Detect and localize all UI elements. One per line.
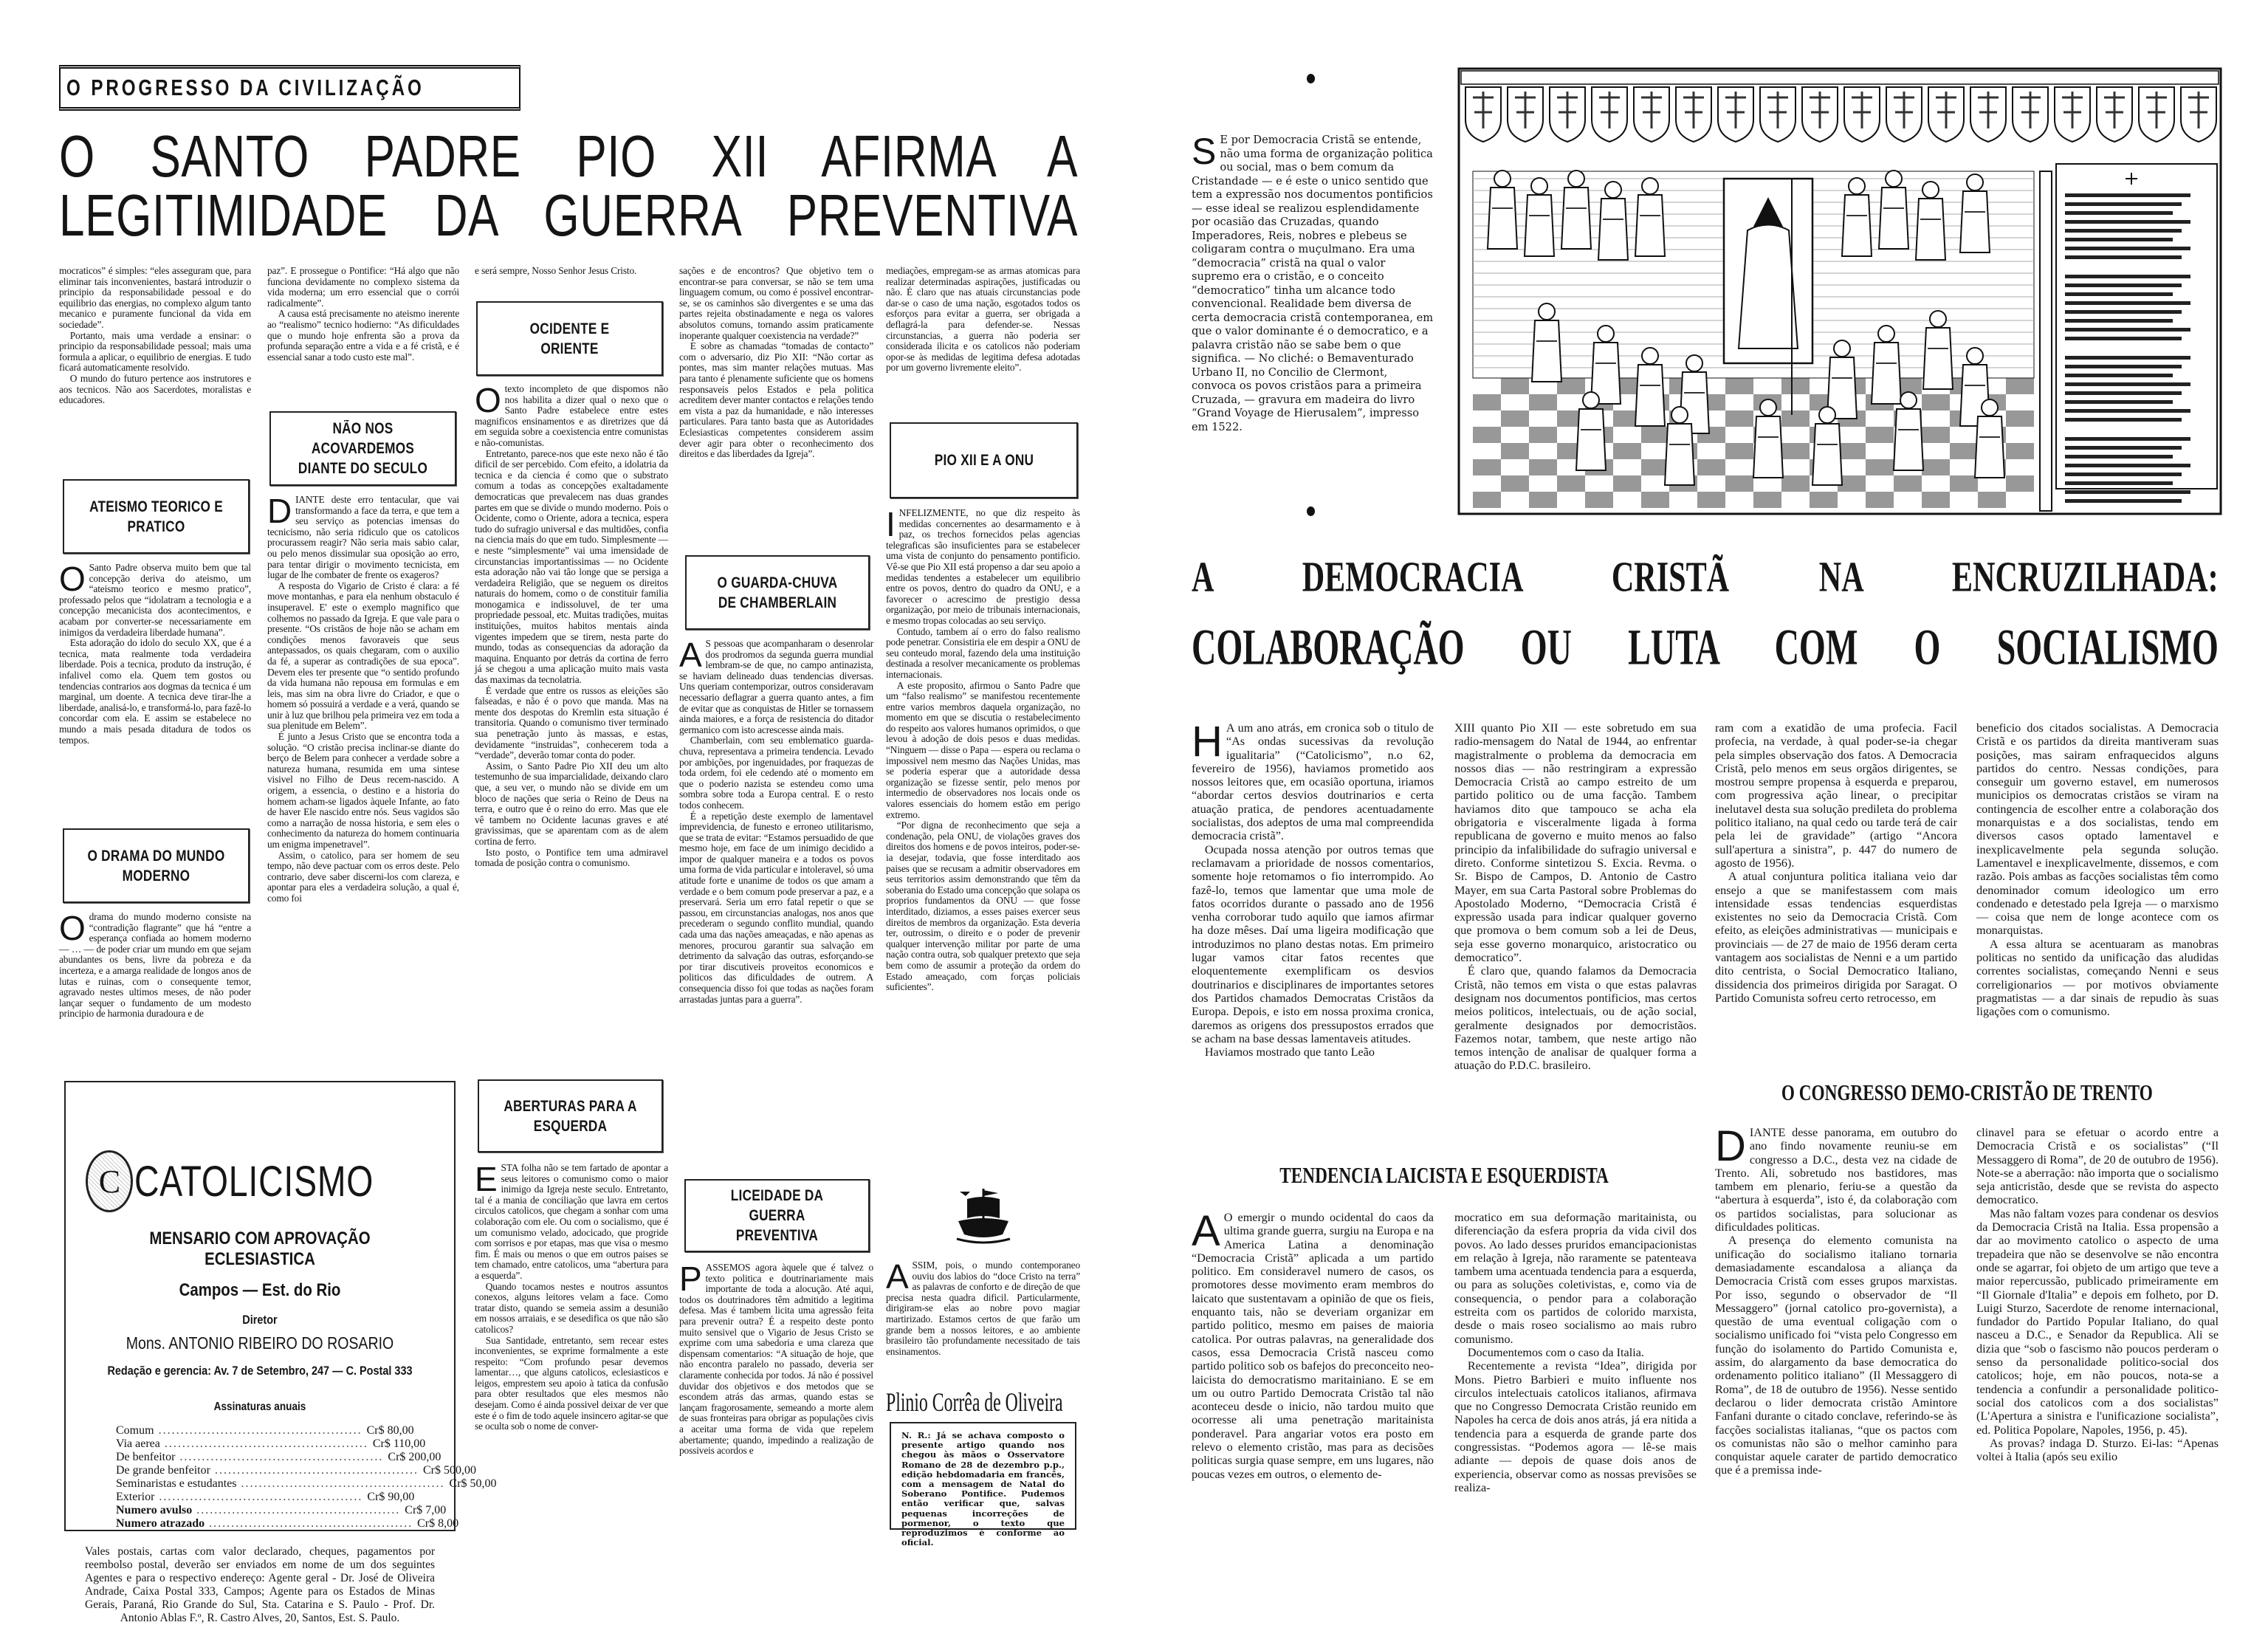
director-label: Diretor — [242, 1313, 278, 1327]
floor-tile — [1866, 492, 1894, 508]
price-value: Cr$ 8,00 — [417, 1517, 459, 1530]
paragraph: Entretanto, parece-nos que este nexo não é tão dificil de ser percebido. Com efeito, a idolatria da tecnica e da ciencia é como que o substrato comum a todas as concepções exaltadamente democraticas que prevalecem nas duas grandes partes em que se divide o mundo moderno. Pois o Ocidente, como o Oriente, adora a tecnica, espera tudo do sufragio universal e das multidões, confia na ciencia mais do que em tudo. Simplesmente — e neste “simplesmente” vai uma imensidade de circunstancias importantissimas — no Ocidente esta adoração não vai tão longe que se persiga a verdadeira Religião, que se neguem os direitos naturais do homem, como o de constituir familia monogamica e indissoluvel, de ter uma propriedade pessoal, etc. Muitas tradições, muitas instituições, muitos habitos mentais ainda vigentes impedem que se tirem, nesta parte do mundo, todas as consequencias da adoração da maquina. Enquanto por detrás da cortina de ferro já se chegou a uma aplicação muito mais vasta das maximas da tecnolatria. — [475, 447, 668, 686]
figure-head — [1760, 399, 1776, 416]
figure-body — [1894, 409, 1923, 470]
woodcut-illustration — [1458, 68, 2221, 515]
paragraph: mediações, empregam-se as armas atomicas para realizar determinadas aspirações, justificadas ou não. É claro que nas atuais circunstancias pode dar-se o caso de uma nação, esgotados todos os esforços para evitar a guerra, ser obrigada a deflagrá-la para defender-se. Nessas circunstancias, a guerra não poderia ser considerada ilicita e os catolicos não poderiam opor-se às medidas de legitima defesa adotadas por um governo livremente eleito”. — [886, 265, 1080, 374]
section-heading-box — [63, 479, 250, 554]
section-heading: O GUARDA-CHUVA DE CHAMBERLAIN — [717, 574, 838, 611]
floor-tile — [1894, 475, 1922, 492]
verse-line — [2065, 284, 2182, 287]
figure-body — [1872, 343, 1901, 404]
caravel-ship-icon — [952, 1186, 1014, 1245]
verse-line — [2065, 238, 2173, 241]
floor-tile — [1473, 394, 1501, 410]
verse-line — [2065, 211, 2173, 215]
verse-line — [2065, 391, 2182, 395]
section-heading-box — [478, 1079, 663, 1152]
verse-line — [2065, 247, 2190, 250]
paragraph: Quando tocamos nestes e noutros assuntos conexos, alguns leitores velam a face. Como tratar disto, quando se semeia assim a desunião em nossos arraiais, e se desedifica os que não são catolicos? — [475, 1280, 668, 1335]
figure-body — [1488, 188, 1517, 249]
figure-head — [1605, 182, 1621, 198]
kicker-text: O PROGRESSO DA CIVILIZAÇÃO — [66, 75, 425, 100]
paragraph: sações e de encontros? Que objetivo tem o encontrar-se para conversar, se não se tem uma linguagem comum, ou como é possivel encontrar-se, se os caminhos são divergentes e se uma das partes rejeita obstinadamente e nega os valores absolutos comuns, tornando assim praticamente inoperante qualquer coexistencia na verdade?” — [679, 265, 873, 341]
floor-tile — [1838, 443, 1866, 459]
figure-head — [1494, 171, 1511, 187]
price-label: Comum — [116, 1424, 154, 1437]
paragraph: OSanto Padre observa muito bem que tal concepção deriva do ateismo, um “ateismo teorico e mesmo pratico”, professado pelos que “idolatram a tecnologia e a concepção mecanicista dos acontecimentos, e acabam por converter-se necessariamente em inimigos da verdadeira liberdade humana”. — [59, 560, 251, 638]
paragraph: clinavel para se efetuar o acordo entre a Democracia Cristã e os socialistas” (“Il Messaggero di Roma”, de 20 de outubro de 1956). Note-se a aberração: não importa que o socialismo seja anticristão, desde que se revista do aspecto democratico. — [1976, 1126, 2219, 1207]
floor-tile — [1697, 492, 1725, 508]
paragraph: mocratico em sua deformação maritainista, ou diferenciação da esfera propria da vida civil dos povos. Ao lado desses pruridos emancipacionistas em relação à Igreja, não raramente se patenteava tambem uma acentuada tendencia para a esquerda, ou para as soluções coletivistas, e, como via de consequencia, o pendor para a colaboração estreita com os partidos de colorido marxista, desde o mais roseo socialismo ao mais rubro comunismo. — [1454, 1211, 1697, 1346]
article-column — [886, 505, 1080, 1176]
floor-tile — [1978, 492, 2006, 508]
paragraph: ram com a exatidão de uma profecia. Facil profecia, na verdade, à qual poder-se-ia chegar pela simples observação dos fatos. A Democracia Cristã, pelo menos em seus orgãos dirigentes, se mostrou sempre propensa à esquerda e preparou, com progressiva ação linear, o precipitar inelutavel desta sua solução predileta do problema politico italiano, na qual cedo ou tarde terá de cair pela lei de gravidade” (artigo “Ancora sull'apertura a sinistra”, p. 447 do numero de agosto de 1956). — [1715, 721, 1957, 870]
paragraph: As provas? indaga D. Sturzo. Ei-las: “Apenas voltei à Italia (após seu exilio — [1976, 1436, 2219, 1464]
figure-body — [1812, 424, 1842, 485]
section-heading-box — [269, 411, 456, 486]
floor-tile — [1922, 394, 1950, 410]
paragraph: AS pessoas que acompanharam o desenrolar dos prodromos da segunda guerra mundial lembram-se de que, no campo antinazista, se haviam delineado duas tendencias diversas. Uns queriam contemporizar, outros consideravam necessario deflagrar a guerra quanto antes, a fim de evitar que as conquistas de Hitler se tornassem ainda maiores, e a força de resistencia do ditador germanico com isto acrescesse ainda mais. — [679, 636, 873, 735]
editor-note-box — [890, 1422, 1076, 1548]
paragraph: Portanto, mais uma verdade a ensinar: o principio da responsabilidade pessoal; mais uma formula a aplicar, o equilibrio de energias. E tudo ficará automaticamente resolvido. — [59, 329, 251, 374]
paragraph: Assim, o catolico, para ser homem de seu tempo, não deve pactuar com os erros deste. Pelo contrario, deve saber discerni-los com clareza, e apontar para eles a verdadeira solução, a qual é, como foi — [267, 849, 459, 904]
floor-tile — [1753, 492, 1781, 508]
verse-line — [2065, 464, 2190, 467]
verse-line — [2065, 455, 2173, 458]
floor-tile — [2006, 410, 2034, 427]
floor-tile — [1866, 427, 1894, 443]
paragraph: A este proposito, afirmou o Santo Padre que um “falso realismo” se manifestou recentemente entre varios membros daquela organização, no momento em que se discutia o restabelecimento do respeito aos valores humanos oprimidos, o que levou à adoção de dois pesos e duas medidas. “Ninguem — disse o Papa — espera ou reclama o impossivel nem mesmo das Nações Unidas, mas se poderia esperar que a autoridade dessa organização se fizesse sentir, pelo menos por intermedio de observadores nos locais onde os valores essenciais do homem estão em perigo extremo. — [886, 679, 1080, 820]
author-name: Plinio Corrêa de Oliveira — [886, 1387, 1063, 1417]
floor-tile — [1922, 459, 1950, 475]
section-heading-box — [890, 422, 1078, 498]
price-row: Numero atrazado .............................................. Cr$ 8,00 — [116, 1517, 459, 1530]
article-column — [1454, 1211, 1697, 1537]
figure-head — [1930, 311, 1946, 327]
figure-head — [1967, 348, 1983, 364]
figure-head — [1967, 174, 1983, 190]
article-column — [59, 266, 251, 473]
verse-line — [2065, 481, 2173, 485]
price-label: Exterior — [116, 1491, 155, 1503]
article-column — [1715, 721, 1957, 1068]
masthead-place: Campos — Est. do Rio — [179, 1280, 341, 1300]
floor-tile — [2006, 443, 2034, 459]
paragraph: Isto posto, o Pontifice tem uma admiravel tomada de posição contra o comunismo. — [475, 846, 668, 869]
figure-body — [1532, 320, 1561, 382]
article-column — [1715, 1122, 1957, 1537]
paragraph: É a repetição deste exemplo de lamentavel imprevidencia, de funesto e erroneo utilitarismo, que se trata de evitar: “Estamos persuadido de que mesmo hoje, em face de um inimigo decidido a impor de qualquer maneira e a todos os povos uma forma de vida particular e intoleravel, só uma atitude forte e unanime de todos os que amam a verdade e o bem comum pode preservar a paz, e a preservará. Seria um erro fatal repetir o que se passou, em circunstancias analogas, nos anos que precederam o segundo conflito mundial, quando cada uma das nações ameaçadas, e não apenas as menores, procurou garantir sua salvação em detrimento da salvação das outras, esforçando-se por tirar discutiveis proveitos economicos e politicos das dificuldades de outrem. A consequencia disso foi que todas as nações foram arrastadas juntas para a guerra”. — [679, 810, 873, 1005]
floor-tile — [1866, 459, 1894, 475]
price-row: Via aerea .............................................. Cr$ 110,00 — [116, 1437, 426, 1450]
figure-body — [1975, 416, 2004, 478]
floor-tile — [1473, 427, 1501, 443]
paragraph: PASSEMOS agora àquele que é talvez o texto politica e doutrinariamente mais importante de toda a alocução. Até aqui, todos os doutrinadores têm admitido a legitima defesa. Mas é tambem licita uma agressão feita para prevenir outra? É a respeito deste ponto muito sensivel que o Vigario de Jesus Cristo se exprime com uma sabedoria e uma clareza que dispensam comentarios: “A situação de hoje, que não encontra paralelo no passado, deveria ser claramente conhecida por todos. Já não é possivel duvidar dos objetivos e dos metodos que se escondem atrás das armas, quando estas se lançam fragorosamente, semeando a morte alem de suas fronteiras para obrigar as populações civis a aceitar uma forma de vida que repelem abertamente; quando, impedindo a realização de possiveis acordos e — [679, 1260, 873, 1457]
subheading — [1192, 1162, 1697, 1189]
masthead-tagline: MENSARIO COM APROVAÇÃO ECLESIASTICA — [149, 1229, 371, 1269]
paragraph: e será sempre, Nosso Senhor Jesus Cristo. — [475, 265, 637, 276]
editor-note: N. R.: Já se achava composto o presente artigo quando nos chegou às mãos o Osservatore Romano de 28 de dezembro p.p., edição hebdomadaria em francês, com a mensagem de Natal do Soberano Pontifice. Pudemos então verificar que, salvas pequenas incorreções de pormenor, o texto que reproduzimos é conforme ao oficial. — [901, 1430, 1065, 1548]
price-value: Cr$ 500,00 — [422, 1464, 476, 1477]
paragraph: Otexto incompleto de que dispomos não nos habilita a dizer qual o nexo que o Santo Padre estabelece entre estes magnificos ensinamentos e as diretrizes que dá em seguida sobre a coexistencia entre comunistas e não-comunistas. — [475, 381, 668, 448]
figure-head — [1819, 407, 1835, 423]
verse-line — [2065, 356, 2190, 360]
price-value: Cr$ 80,00 — [366, 1424, 414, 1437]
figure-body — [1753, 416, 1783, 478]
verse-line — [2065, 446, 2182, 450]
floor-tile — [1529, 427, 1557, 443]
price-value: Cr$ 7,00 — [405, 1504, 447, 1516]
article-column — [1454, 721, 1697, 1162]
paragraph: AO emergir o mundo ocidental do caos da ultima grande guerra, surgiu na Europa e na America Latina a denominação “Democracia Cristã” aplicada a um partido politico. Em consideravel numero de casos, os promotores desse movimento eram membros do laicato que sustentavam a opinião de que os fieis, enquanto tais, não se deveriam organizar em partido politico, mesmo em paises de maioria catolica. Por outras palavras, na generalidade dos casos, essa Democracia Cristã nasceu como partido politico sob os bafejos do preconceito neo-laicista do democratismo maritainiano. E se em um ou outro Partido Democrata Cristão tal não aconteceu desde o inicio, não tardou muito que ocorresse ali uma penetração maritainista ponderavel. Para angariar votos era posto em relevo o elemento cristão, mas para as decisões politicas surgia quase sempre, em uns lugares, não poucas vezes em outros, o elemento de- — [1192, 1207, 1434, 1481]
paragraph: ESTA folha não se tem fartado de apontar a seus leitores o comunismo como o maior inimigo da Igreja neste seculo. Entretanto, tal é a mania de conciliação que lavra em certos circulos catolicos, que chegam a sonhar com uma colaboração com ele. Ou com o socialismo, que é um comunismo velado, adocicado, que progride com sorrisos e por etapas, mas que visa o mesmo fim. É mais ou menos o que em outros paises se tem chamado, entre catolicos, uma “abertura para a esquerda”. — [475, 1160, 668, 1281]
paragraph: mocraticos” é simples: “eles asseguram que, para eliminar tais inconvenientes, bastará introduzir o principio da responsabilidade pessoal e do equilibrio das energias, no complexo algum tanto mecanico e puramente funcional da vida em sociedade”. — [59, 265, 251, 330]
price-label: Seminaristas e estudantes — [116, 1477, 237, 1490]
section-heading: NÃO NOS ACOVARDEMOS DIANTE DO SECULO — [298, 420, 428, 477]
floor-tile — [1529, 459, 1557, 475]
floor-tile — [1641, 492, 1669, 508]
figure-head — [1642, 178, 1658, 194]
floor-tile — [1781, 443, 1810, 459]
floor-tile — [1810, 492, 1838, 508]
paragraph: É verdade que entre os russos as eleições são falseadas, e não é o povo que manda. Mas na mente dos despotas do Kremlin esta situação é transitoria. Quando o comunismo tiver terminado sua penetração junto às massas, e estas, devidamente “instruidas”, conhecerem toda a “verdade”, deverão tomar conta do poder. — [475, 684, 668, 761]
verse-line — [2065, 328, 2190, 331]
verse-line — [2065, 437, 2190, 441]
verse-line — [2065, 337, 2182, 340]
floor-tile — [1585, 492, 1613, 508]
floor-tile — [1950, 443, 1978, 459]
article-column — [886, 266, 1080, 413]
floor-tile — [1781, 475, 1810, 492]
verse-line — [2065, 275, 2190, 278]
subheading-text: TENDENCIA LAICISTA E ESQUERDISTA — [1279, 1162, 1609, 1188]
floor-tile — [1950, 475, 1978, 492]
illustration-caption — [1192, 131, 1434, 466]
director-name: Mons. ANTONIO RIBEIRO DO ROSARIO — [126, 1333, 394, 1353]
article-column — [267, 266, 459, 406]
verse-line — [2065, 319, 2173, 323]
paragraph: Assim, o Santo Padre Pio XII deu um alto testemunho de sua imparcialidade, deixando claro que, a seu ver, o mundo não se divide em um bloco de nações que seria o Reino de Deus na terra, e outro que é o reino do erro. Mas que ele vê tambem no Ocidente lacunas graves e até gravissimas, que se aparentam com as de alem cortina de ferro. — [475, 760, 668, 847]
floor-tile — [1725, 378, 1753, 394]
figure-body — [1561, 188, 1591, 249]
paragraph: E sobre as chamadas “tomadas de contacto” com o adversario, diz Pio XII: “Não cortar as pontes, mas sim manter relações mutuas. Mas para tanto é plenamente suficiente que os homens responsaveis pelos Estados e pela politica acreditem dever manter contactos e relações tendo em vista a paz da humanidade, e não interesses particulares. Para tanto basta que as Autoridades Eclesiasticas competentes considerem assim dever agir para obter o reconhecimento dos direitos e das liberdades da Igreja”. — [679, 340, 873, 460]
paragraph: A atual conjuntura politica italiana veio dar ensejo a que se manifestassem com mais intensidade essas tendencias esquerdistas existentes no seio da Democracia Cristã. Com efeito, as eleições administrativas — municipais e provinciais — de 27 de maio de 1956 deram certa vantagem aos socialistas de Nenni e a um partido dito centrista, o Social Democratico Italiano, dissidencia dos primeiros dirigida por Saragat. O Partido Comunista sofreu certo retrocesso, em — [1715, 870, 1957, 1005]
figure-body — [1525, 195, 1554, 256]
floor-tile — [1922, 427, 1950, 443]
article-column — [475, 1160, 668, 1532]
verse-line — [2065, 473, 2182, 476]
price-label: De grande benfeitor — [116, 1464, 210, 1477]
subheading-text: O CONGRESSO DEMO-CRISTÃO DE TRENTO — [1781, 1079, 2153, 1105]
verse-line — [2065, 418, 2182, 422]
paragraph: DIANTE deste erro tentacular, que vai transformando a face da terra, e que tem a seu serviço as potencias imensas do tecnicismo, não seria ridiculo que os catolicos procurassem reagir? Não seria mais sabio calar, ou pelo menos dissimular sua oposição ao erro, para tentar dirigir o movimento tecnicista, em lugar de lhe combater de frente os exageros? — [267, 492, 459, 581]
paragraph: Contudo, tambem aí o erro do falso realismo pode penetrar. Consistiria ele em despir a ONU de seu conteudo moral, fazendo dela uma instituição destinada a resolver mecanicamente os problemas internacionais. — [886, 625, 1080, 680]
paragraph: Haviamos mostrado que tanto Leão — [1204, 1045, 1375, 1059]
figure-body — [1879, 188, 1908, 249]
headline-line-2: COLABORAÇÃO OU LUTA COM O SOCIALISMO — [1192, 619, 2219, 676]
figure-head — [1900, 392, 1917, 408]
floor-tile — [1501, 410, 1529, 427]
figure-head — [1849, 178, 1865, 194]
price-row: De grande benfeitor .............................................. Cr$ 500,00 — [116, 1464, 476, 1477]
section-heading: ATEISMO TEORICO E PRATICO — [89, 498, 223, 535]
paragraph: Mas não faltam vozes para condenar os desvios da Democracia Cristã na Italia. Essa propensão a dar ao movimento catolico o aspecto de uma trepadeira que não se desenvolve se não encontra onde se agarrar, foi objeto de um artigo que teve a maior repercussão, publicado primeiramente em “Il Giornale d'Italia” e depois em folheto, por D. Luigi Sturzo, Sacerdote de renome internacional, fundador do Partido Popular Italiano, do qual nasceu a D.C., e Senador da Republica. Ali se dizia que “sob o fascismo não poucos perderam o senso da personalidade politico-social dos catolicos; hoje, em não poucos, nota-se a tendencia a confundir a personalidade politico-social dos catolicos com a dos socialistas” (L'Apertura a sinistra e l'unificazione socialista”, ed. Politica Popolare, Napoles, 1956, p. 45). — [1976, 1206, 2219, 1437]
figure-body — [1635, 365, 1665, 426]
floor-tile — [1725, 410, 1753, 427]
paragraph: Odrama do mundo moderno consiste na “contradição flagrante” que há “entre a esperança confiada ao homem moderno — … — de poder criar um mundo em que sejam abundantes os bens, livre da pobreza e da incerteza, e a amarga realidade de longos anos de lutas e ruinas, com o consequente temor, agravado nestes ultimos meses, de não poder lançar sequer o fundamento de um modesto principio de harmonia duradoura e de — [59, 909, 251, 1020]
paragraph: XIII quanto Pio XII — este sobretudo em sua radio-mensagem do Natal de 1944, ao enfrentar magistralmente o problema da democracia em nossos dias — não restringiram a expressão Democracia Cristã ao campo estreito de um partido politico ou de uma facção. Tambem haviamos dito que tampouco se acha ela obrigatoria e visceralmente ligada à forma republicana de governo e muito menos ao falso principio da infalibilidade do sufragio universal e direto. Conforme sintetizou S. Excia. Revma. o Sr. Bispo de Campos, D. Antonio de Castro Mayer, em sua Carta Pastoral sobre Problemas do Apostolado Moderno, “Democracia Cristã é expressão usada para indicar qualquer governo que promova o bem comum sob a lei de Deus, seja esse governo monarquico, aristocratico ou democratico”. — [1454, 721, 1697, 965]
article-column — [1976, 721, 2219, 1068]
section-heading: LICEIDADE DA GUERRA PREVENTIVA — [730, 1187, 824, 1244]
price-label: Via aerea — [116, 1437, 160, 1450]
verse-line — [2065, 202, 2182, 206]
verse-line — [2065, 490, 2190, 494]
price-value: Cr$ 200,00 — [388, 1451, 441, 1463]
price-row: Seminaristas e estudantes .............................................. Cr$ 50,00 — [116, 1477, 497, 1490]
paragraph: Sua Santidade, entretanto, sem recear estes inconvenientes, se exprime formalmente a este respeito: “Com profundo pesar devemos lamentar…, que alguns catolicos, eclesiasticos e leigos, emprestem seu apoio à tatica da confusão para obter resultados que eles mesmos não desejam. Como é ainda possivel deixar de ver que este é o fim de todo aquele insincero agitar-se que se oculta sob o nome de conver- — [475, 1334, 668, 1432]
logo-wordmark: CATOLICISMO — [134, 1157, 374, 1206]
paragraph: HA um ano atrás, em cronica sob o titulo de “As ondas sucessivas da revolução igualitaria” (“Catolicismo”, n.o 62, fevereiro de 1956), haviamos prometido aos nossos leitores que, em ocasião oportuna, iriamos “abordar certos desvios doutrinarios e certa atuação pratica, de pendores acentuadamente socialistas, dos adeptos de uma mal compreendida democracia cristã”. — [1192, 718, 1434, 843]
article-column — [886, 1257, 1080, 1386]
pope-figure — [1739, 225, 1798, 349]
paragraph: ASSIM, pois, o mundo contemporaneo ouviu dos labios do “doce Cristo na terra” as palavras de conforto e de direção de que precisa nesta quadra dificil. Particularmente, dirigiram-se elas ao nobre povo magiar martirizado. Estamos certos de que farão um grande bem a nossos leitores, e ao ambiente brasileiro tão profundamente necessitado de tais ensinamentos. — [886, 1257, 1080, 1357]
paragraph: INFELIZMENTE, no que diz respeito às medidas concernentes ao desarmamento e à paz, os trechos fornecidos pelas agencias telegraficas são insuficientes para se estabelecer uma vista de conjunto do pensamento pontificio. Vê-se que Pio XII está propenso a dar seu apoio a medidas tendentes a estabelecer um equilibrio entre os povos, dentro do quadro da ONU, e a favorecer o acrescimo de prestigio dessa organização, por meio de tribunais internacionais, e mesmo tropas colocadas ao seu serviço. — [886, 505, 1080, 626]
verse-line — [2065, 310, 2182, 314]
figure-head — [1531, 178, 1547, 194]
paragraph: Chamberlain, com seu emblematico guarda-chuva, representava a primeira tendencia. Levado por ambições, por ingenuidades, por fraquezas de toda ordem, foi ele cedendo até o momento em que o poderio nazista se estendeu como uma sombra sobre toda a Europa central. E o resto todos conhecem. — [679, 735, 873, 811]
subscription-price-list — [116, 1424, 497, 1530]
floor-tile — [1529, 394, 1557, 410]
banner-strip — [1461, 71, 2219, 84]
verse-line — [2065, 400, 2173, 404]
floor-tile — [1781, 378, 1810, 394]
paragraph: É claro que, quando falamos da Democracia Cristã, não temos em vista o que estas palavras designam nos documentos pontificios, mas certos meios politicos, intelectuais, ou de ação social, geralmente designados por democristãos. Fazemos notar, tambem, que neste artigo não temos intenção de analisar de qualquer forma a atuação do P.D.C. brasileiro. — [1454, 964, 1697, 1073]
catolicismo-logo — [66, 1150, 454, 1212]
floor-tile — [1473, 459, 1501, 475]
verse-line — [2065, 409, 2190, 413]
floor-tile — [1697, 459, 1725, 475]
headline-line-1: A DEMOCRACIA CRISTÃ NA ENCRUZILHADA: — [1192, 552, 2219, 601]
verse-line — [2065, 365, 2182, 368]
article-column — [59, 909, 251, 1063]
figure-head — [1671, 407, 1688, 423]
paragraph: SE por Democracia Cristã se entende, não uma forma de organização politica ou social, mas o bem comum da Cristandade — e é este o unico sentido que tem a expressão nos documentos pontificios — esse ideal se realizou esplendidamente por ocasião das Cruzadas, quando Imperadores, Reis, nobres e plebeus se coligaram contra o muçulmano. Era uma “democracia” cristã na qual o valor supremo era o cristão, e o conceito “democratico” tinha um alcance todo convencional. Realidade bem diversa de certa democracia cristã contemporanea, em que o valor dominante é o democratico, e a palavra cristão não se sabe bem o que significa. — No cliché: o Bemaventurado Urbano II, no Concilio de Clermont, convoca os povos cristãos para a primeira Cruzada, — gravura em madeira do livro “Grand Voyage de Hierusalem”, impresso em 1522. — [1192, 131, 1434, 433]
verse-line — [2065, 229, 2182, 233]
article-column — [475, 266, 668, 291]
article-column — [59, 560, 251, 821]
floor-tile — [2006, 475, 2034, 492]
floor-tile — [1501, 475, 1529, 492]
price-row: Exterior .............................................. Cr$ 90,00 — [116, 1491, 415, 1503]
paragraph: paz”. E prossegue o Pontifice: “Há algo que não funciona devidamente no complexo sistema da vida moderna; um erro essencial que o corrói radicalmente”. — [267, 265, 459, 309]
article-column — [679, 1262, 873, 1532]
figure-head — [1642, 348, 1658, 364]
figure-head — [1982, 399, 1998, 416]
price-value: Cr$ 110,00 — [372, 1437, 426, 1450]
figure-head — [1568, 171, 1584, 187]
paragraph: A essa altura se acentuaram as manobras politicas no sentido da unificação das aludidas correntes socialistas, começando Nenni e seus correligionarios — por motivos obviamente pragmatistas — a dar sinais de repudio às suas ligações com o comunismo. — [1976, 937, 2219, 1019]
price-label: De benfeitor — [116, 1451, 176, 1463]
paragraph: É junto a Jesus Cristo que se encontra toda a solução. “O cristão precisa inclinar-se diante do berço de Belem para conhecer a verdade sobre a natureza humana, resumida em uma sintese visivel no Filho de Deus recem-nascido. A origem, a essencia, o destino e a historia do homem acham-se ligados àquele Infante, ao fato de haver Ele nascido entre nós. Seus vagidos são como a narração de nossa historia, e sem eles o conhecimento da natureza do homem continuaria um enigma impenetravel”. — [267, 731, 459, 850]
subheading — [1715, 1079, 2219, 1106]
column-pillar — [2040, 171, 2052, 511]
paragraph: Recentemente a revista “Idea”, dirigida por Mons. Pietro Barbieri e muito influente nos circulos intelectuais catolicos italianos, afirmava que no Congresso Democrata Cristão reunido em Napoles ha cerca de dois anos atrás, já era nitida a tendencia para a esquerda de grande parte dos congressistas. “Podemos agora — lê-se mais adiante — depois de quase dois anos de experiencia, observar como as nossas previsões se realiza- — [1454, 1359, 1697, 1494]
verse-line — [2065, 374, 2173, 377]
figure-head — [1686, 355, 1702, 371]
headline-line-2: LEGITIMIDADE DA GUERRA PREVENTIVA — [59, 182, 1079, 249]
verse-line — [2065, 499, 2182, 503]
price-label: Numero avulso — [116, 1504, 193, 1516]
article-column — [1192, 718, 1434, 1162]
floor-tile — [1781, 410, 1810, 427]
figure-body — [1923, 328, 1953, 389]
figure-body — [1576, 409, 1606, 470]
section-heading-box — [63, 828, 250, 903]
paragraph: A resposta do Vigario de Cristo é clara: a fé move montanhas, e para ela nenhum obstaculo é insuperavel. E' este o exemplo magnifico que colhemos no passado da Igreja. E que vale para o presente. “Os cristãos de hoje não se acham em condições menos favoraveis que seus antepassados, os quais chegaram, com o auxilio da fé, a superar as contradições de sua epoca”. Devem eles ter presente que “o sentido profundo da vida humana não repousa em formulas e em leis, mas sim na obra livre do Criador, e que o homem só possuirá a verdade e a verá, quando se unir à luz que brilhou pela primeira vez em toda a sua plenitude em Belem”. — [267, 580, 459, 732]
paragraph: beneficio dos citados socialistas. A Democracia Cristã e os partidos da direita mantiveram suas posições, mas sairam enfraquecidos alguns partidos do centro. Nessas condições, para conseguir um governo estavel, em numerosos municipios os democratas cristãos se viram na contingencia de escolher entre a colaboração dos monarquistas e a dos socialistas, tendo em diversos casos optado lamentavel e inexplicavelmente pela segunda solução. Lamentavel e inexplicavelmente, dissemos, e com razão. Pois ambas as facções socialistas têm como denominador comum ideologico um erro condenado e detestado pela Igreja — o marxismo — coisa que nem de longe acontece com os monarquistas. — [1976, 721, 2219, 938]
floor-tile — [1613, 475, 1641, 492]
figure-body — [1598, 199, 1628, 260]
figure-body — [1665, 424, 1694, 485]
figure-body — [1635, 195, 1665, 256]
paragraph: DIANTE desse panorama, em outubro do ano findo novamente reuniu-se em congresso a D.C., desta vez na cidade de Trento. Ali, sobretudo nos bastidores, mas tambem em plenario, feriu-se a questão da “abertura à esquerda”, isto é, da colaboração com os partidos socialistas, para solucionar as dificuldades politicas. — [1715, 1122, 1957, 1234]
section-kicker — [59, 65, 520, 111]
section-heading: PIO XII E A ONU — [934, 452, 1034, 469]
floor-tile — [1557, 475, 1585, 492]
article-column — [679, 636, 873, 1170]
figure-head — [1539, 303, 1555, 320]
figure-body — [1916, 199, 1945, 260]
verse-line — [2065, 220, 2190, 224]
article-column — [267, 492, 459, 1065]
verse-line — [2065, 382, 2190, 386]
verse-line — [2065, 255, 2182, 259]
verse-line — [2065, 301, 2190, 305]
figure-body — [1960, 191, 1990, 252]
price-row: Numero avulso .............................................. Cr$ 7,00 — [116, 1504, 447, 1516]
section-heading: ABERTURAS PARA A ESQUERDA — [504, 1097, 637, 1135]
section-heading-box — [476, 301, 663, 376]
section-heading-box — [685, 555, 870, 630]
figure-body — [1842, 195, 1872, 256]
paragraph: Documentemos com o caso da Italia. — [1467, 1345, 1644, 1359]
paragraph: Ocupada nossa atenção por outros temas que reclamavam a prioridade de nossos comentarios, somente hoje retomamos o fio interrompido. Ao fazê-lo, temos que lamentar que uma mole de fatos ocorridos durante o passado ano de 1956 venha corroborar tudo aquilo que iamos afirmar ha doze mêses. Daí uma ligeira modificação que introduzimos no plano destas notas. Em primeiro lugar vamos citar fatos recentes que eloquentemente exemplificam os desvios doutrinarios e disciplinares de importantes setores dos Partidos chamados Democratas Cristãos da Europa. Depois, e isto em nossa proxima cronica, daremos as origens dos pressupostos errados que se acham na base dessas lamentaveis atitudes. — [1192, 842, 1434, 1045]
paragraph: “Por digna de reconhecimento que seja a condenação, pela ONU, de violações graves dos direitos dos homens e de povos inteiros, poder-se-ia desejar, todavia, que fosse interditado aos paises que se recusam a admitir observadores em seus territorios assim demonstrando que têm da soberania do Estado uma concepção que solapa os proprios fundamentos da ONU — que fosse interditado, diziamos, a esses paises exercer seus direitos de membros da organização. Esta deveria ter, outrossim, o direito e o poder de prevenir qualquer intervenção militar por parte de uma nação contra outra, sob qualquer pretexto que seja bem como de assumir a proteção da ordem do Estado ameaçado, com forças policiais suficientes”. — [886, 820, 1080, 993]
section-heading-box — [684, 1179, 870, 1252]
headline-line-1: O SANTO PADRE PIO XII AFIRMA A — [59, 123, 1079, 190]
address: Redação e gerencia: Av. 7 de Setembro, 247 — C. Postal 333 — [107, 1364, 413, 1378]
figure-head — [1922, 182, 1939, 198]
section-heading: OCIDENTE E ORIENTE — [529, 320, 610, 357]
floor-tile — [1613, 443, 1641, 459]
figure-head — [1886, 171, 1902, 187]
price-label: Numero atrazado — [116, 1517, 205, 1530]
price-row: De benfeitor .............................................. Cr$ 200,00 — [116, 1451, 441, 1463]
floor-tile — [1725, 443, 1753, 459]
paragraph: O mundo do futuro pertence aos instrutores e aos tecnicos. Não aos Sacerdotes, moralistas e educadores. — [59, 372, 251, 406]
article-column — [679, 266, 873, 546]
floor-tile — [1641, 427, 1669, 443]
paragraph: A causa está precisamente no ateismo inerente ao “realismo” tecnico hodierno: “As dificuldades que o mundo hoje enfrenta são a prova da profunda separação entre a vida e a fé cristã, e é essencial sanar a todo custo este mal”. — [267, 308, 459, 363]
floor-tile — [2006, 378, 2034, 394]
figure-head — [1834, 340, 1850, 357]
subscriptions-title: Assinaturas anuais — [213, 1401, 306, 1413]
payment-instructions: Vales postais, cartas com valor declarado, cheques, pagamentos por reembolso postal, deverão ser enviados em nome de um dos seguintes Agentes e para o respectivo endereço: Agente geral - Dr. José de Oliveira Andrade, Caixa Postal 333, Campos; Agente para os Estados de Minas Gerais, Paraná, Rio Grande do Sul, Sta. Catarina e S. Paulo - Prof. Dr. Antonio Ablas F.º, R. Castro Alves, 20, Santos, Est. S. Paulo. — [85, 1545, 435, 1624]
medallion-c-icon: C — [86, 1150, 133, 1212]
price-row: Comum .............................................. Cr$ 80,00 — [116, 1424, 414, 1437]
price-value: Cr$ 90,00 — [367, 1491, 415, 1503]
figure-head — [1598, 326, 1614, 342]
verse-line — [2065, 193, 2190, 197]
verse-line — [2065, 292, 2173, 296]
figure-head — [1583, 392, 1599, 408]
article-column — [1192, 1207, 1434, 1537]
floor-tile — [1501, 443, 1529, 459]
article-column — [475, 381, 668, 1065]
paragraph: A presença do elemento comunista na unificação do socialismo italiano tornaria demasiadamente escandalosa a aliança da Democracia Cristã com esses grupos marxistas. Por isso, segundo o observador de “Il Messaggero” (jornal catolico pro-governista), a questão de uma eventual coligação com o socialismo unificado foi “vista pelo Congresso em função do isolamento do Partido Comunista e, assim, do alargamento da base democratica do ordenamento politico italiano” (Il Messaggero di Roma”, de 18 de outubro de 1956). Nesse sentido declarou o lider democrata cristão Amintore Fanfani durante o citado conclave, referindo-se às facções socialistas italianas, “que os pactos com os comunistas não são o melhor caminho para conquistar aquele carater de partido democratico que é a premissa inde- — [1715, 1234, 1957, 1477]
author-signature — [886, 1387, 1082, 1418]
floor-tile — [1473, 492, 1501, 508]
bullet-ornament — [1307, 74, 1315, 83]
floor-tile — [1529, 492, 1557, 508]
price-value: Cr$ 50,00 — [449, 1477, 497, 1490]
bullet-ornament — [1307, 506, 1315, 516]
paragraph: Esta adoração do idolo do seculo XX, que é a tecnica, mata realmente toda verdadeira liberdade. Pois a tecnica, produto da instrução, é infalivel como ela. Quem tem gostos ou tendencias contrarios aos dogmas da tecnica é um marginal, um doente. A tecnica deve tirar-lhe a liberdade, analisá-lo, e transformá-lo, para fazê-lo concordar com ela. E assim se estabelece no mundo a mais pesada ditadura de todos os tempos. — [59, 637, 251, 746]
floor-tile — [1922, 492, 1950, 508]
floor-tile — [1725, 475, 1753, 492]
figure-head — [1878, 326, 1894, 342]
section-heading: O DRAMA DO MUNDO MODERNO — [87, 847, 225, 884]
floor-tile — [1501, 378, 1529, 394]
masthead-box — [64, 1081, 497, 1624]
article-column — [1976, 1126, 2219, 1537]
